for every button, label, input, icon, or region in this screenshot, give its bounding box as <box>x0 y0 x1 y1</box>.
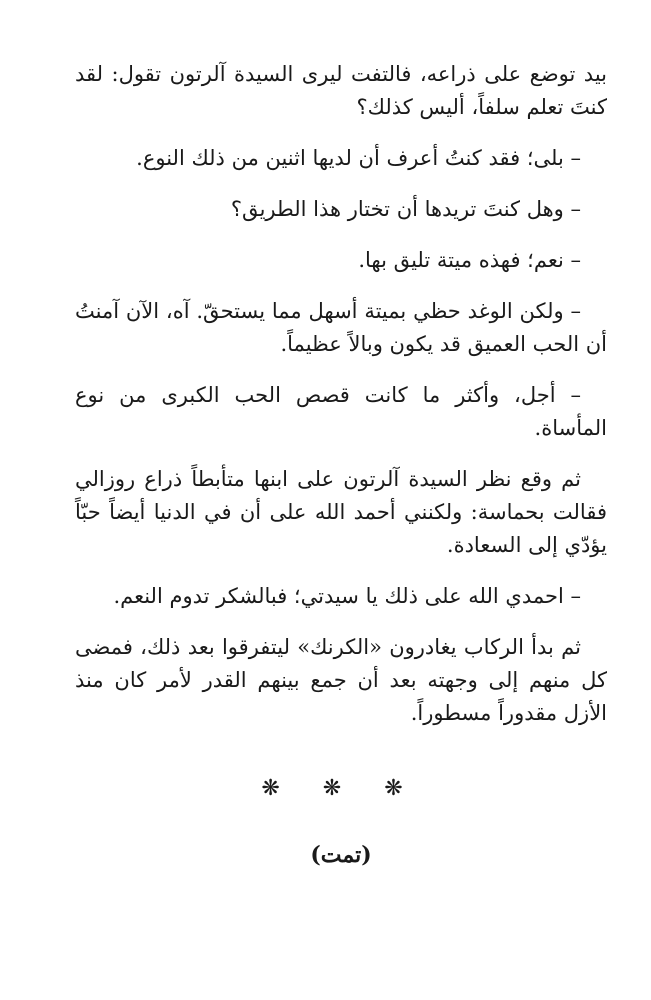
paragraph-narration: ثم بدأ الركاب يغادرون «الكرنك» ليتفرقوا بعد ذلك، فمضى كل منهم إلى وجهته بعد أن جمع بينهم القدر لأمر كان منذ الأزل مقدوراً مسطوراً. <box>75 635 607 725</box>
dialogue-line: – وهل كنتَ تريدها أن تختار هذا الطريق؟ <box>230 197 581 221</box>
dialogue-line: – أجل، وأكثر ما كانت قصص الحب الكبرى من نوع المأساة. <box>75 383 607 440</box>
section-separator: ❋ ❋ ❋ <box>261 776 421 801</box>
dialogue-line: – احمدي الله على ذلك يا سيدتي؛ فبالشكر تدوم النعم. <box>113 584 581 608</box>
paragraph-narration: ثم وقع نظر السيدة آلرتون على ابنها متأبطاً ذراع روزالي فقالت بحماسة: ولكنني أحمد الله على أن في الدنيا أيضاً حبّاً يؤدّي إلى السعادة. <box>75 467 607 557</box>
paragraph-opening: بيد توضع على ذراعه، فالتفت ليرى السيدة آلرتون تقول: لقد كنتَ تعلم سلفاً، أليس كذلك؟ <box>75 62 607 119</box>
dialogue-line: – بلى؛ فقد كنتُ أعرف أن لديها اثنين من ذلك النوع. <box>136 146 581 170</box>
ending-label: (تمت) <box>310 842 372 868</box>
dialogue-line: – نعم؛ فهذه ميتة تليق بها. <box>358 248 581 272</box>
dialogue-line: – ولكن الوغد حظي بميتة أسهل مما يستحقّ. آه، الآن آمنتُ أن الحب العميق قد يكون وبالاً عظيماً. <box>75 299 607 356</box>
book-page <box>75 58 607 872</box>
